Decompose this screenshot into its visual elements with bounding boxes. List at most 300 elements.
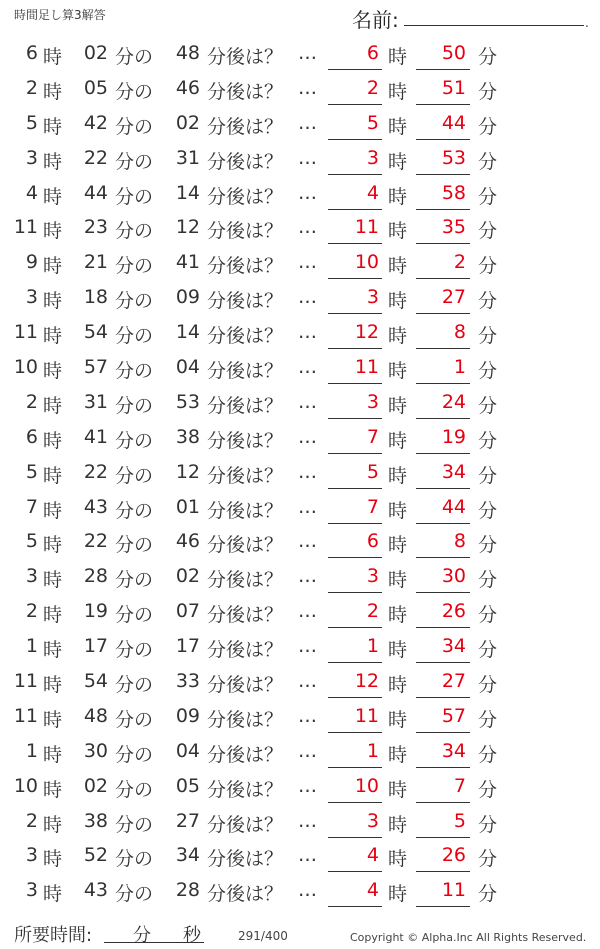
hour-unit: 時 bbox=[388, 220, 408, 243]
minutes-later-unit: 分後は？ bbox=[207, 848, 284, 871]
hour-unit: 時 bbox=[388, 394, 408, 417]
answer-hour: 5 bbox=[366, 460, 379, 483]
hour-unit: 時 bbox=[43, 185, 63, 208]
minutes-later-unit: 分後は？ bbox=[207, 604, 284, 627]
minutes-later-unit: 分後は？ bbox=[207, 185, 284, 208]
answer-hour: 11 bbox=[354, 356, 379, 379]
answer-minute-line bbox=[416, 592, 470, 593]
answer-minute: 19 bbox=[441, 425, 466, 448]
answer-minute: 34 bbox=[441, 739, 466, 762]
start-hour: 9 bbox=[25, 251, 38, 274]
answer-hour: 4 bbox=[366, 844, 379, 867]
problem-row bbox=[0, 247, 600, 282]
start-hour: 6 bbox=[25, 425, 38, 448]
answer-minute: 51 bbox=[441, 76, 466, 99]
answer-hour-line bbox=[328, 278, 382, 279]
problem-row bbox=[0, 596, 600, 631]
problem-row bbox=[0, 178, 600, 213]
added-minutes: 01 bbox=[175, 495, 200, 518]
ellipsis: … bbox=[298, 565, 317, 588]
seconds-label: 秒 bbox=[183, 925, 201, 946]
minutes-later-unit: 分後は？ bbox=[207, 743, 284, 766]
minutes-later-unit: 分後は？ bbox=[207, 429, 284, 452]
start-hour: 5 bbox=[25, 530, 38, 553]
start-minute: 57 bbox=[83, 356, 108, 379]
minute-of-unit: 分の bbox=[115, 360, 154, 383]
problem-row bbox=[0, 73, 600, 108]
minutes-later-unit: 分後は？ bbox=[207, 46, 284, 68]
problem-row bbox=[0, 806, 600, 841]
hour-unit: 時 bbox=[388, 778, 408, 801]
added-minutes: 46 bbox=[175, 76, 200, 99]
answer-hour: 4 bbox=[366, 879, 379, 902]
answer-minute-line bbox=[416, 174, 470, 175]
minutes-later-unit: 分後は？ bbox=[207, 569, 284, 592]
minute-of-unit: 分の bbox=[115, 394, 154, 417]
problem-row bbox=[0, 282, 600, 317]
hour-unit: 時 bbox=[43, 255, 63, 278]
answer-hour-line bbox=[328, 104, 382, 105]
worksheet-title: 時間足し算3解答 bbox=[14, 8, 106, 22]
minutes-later-unit: 分後は？ bbox=[207, 115, 284, 138]
minute-unit: 分 bbox=[478, 499, 498, 522]
answer-minute: 8 bbox=[453, 530, 466, 553]
ellipsis: … bbox=[298, 600, 317, 623]
name-field-dot: . bbox=[585, 16, 589, 30]
minute-of-unit: 分の bbox=[115, 185, 154, 208]
answer-hour-line bbox=[328, 906, 382, 907]
minute-unit: 分 bbox=[478, 46, 498, 68]
minute-of-unit: 分の bbox=[115, 80, 154, 103]
minute-of-unit: 分の bbox=[115, 569, 154, 592]
hour-unit: 時 bbox=[388, 499, 408, 522]
answer-hour-line bbox=[328, 209, 382, 210]
answer-hour-line bbox=[328, 523, 382, 524]
minute-unit: 分 bbox=[478, 394, 498, 417]
start-hour: 2 bbox=[25, 76, 38, 99]
problem-row bbox=[0, 317, 600, 352]
answer-minute-line bbox=[416, 313, 470, 314]
minutes-later-unit: 分後は？ bbox=[207, 499, 284, 522]
minute-of-unit: 分の bbox=[115, 674, 154, 697]
minute-of-unit: 分の bbox=[115, 115, 154, 138]
problem-row bbox=[0, 422, 600, 457]
minute-unit: 分 bbox=[478, 360, 498, 383]
minute-unit: 分 bbox=[478, 115, 498, 138]
hour-unit: 時 bbox=[388, 639, 408, 662]
answer-hour: 10 bbox=[354, 251, 379, 274]
start-minute: 17 bbox=[83, 635, 108, 658]
answer-hour: 3 bbox=[366, 565, 379, 588]
start-minute: 52 bbox=[83, 844, 108, 867]
minute-of-unit: 分の bbox=[115, 290, 154, 313]
start-minute: 41 bbox=[83, 425, 108, 448]
minute-unit: 分 bbox=[478, 534, 498, 557]
added-minutes: 41 bbox=[175, 251, 200, 274]
answer-hour-line bbox=[328, 453, 382, 454]
minute-unit: 分 bbox=[478, 569, 498, 592]
answer-hour-line bbox=[328, 592, 382, 593]
minute-unit: 分 bbox=[478, 604, 498, 627]
answer-minute: 8 bbox=[453, 321, 466, 344]
problem-row bbox=[0, 736, 600, 771]
answer-hour: 2 bbox=[366, 600, 379, 623]
start-hour: 3 bbox=[25, 565, 38, 588]
minutes-label: 分 bbox=[133, 925, 151, 946]
answer-minute: 2 bbox=[453, 251, 466, 274]
answer-hour-line bbox=[328, 418, 382, 419]
answer-minute-line bbox=[416, 453, 470, 454]
answer-minute: 50 bbox=[441, 42, 466, 64]
start-minute: 43 bbox=[83, 879, 108, 902]
start-minute: 54 bbox=[83, 670, 108, 693]
problem-row bbox=[0, 631, 600, 666]
start-hour: 2 bbox=[25, 809, 38, 832]
copyright: Copyright © Alpha.Inc All Rights Reserved. bbox=[350, 931, 587, 944]
answer-hour-line bbox=[328, 348, 382, 349]
hour-unit: 時 bbox=[43, 883, 63, 906]
ellipsis: … bbox=[298, 42, 317, 64]
name-field-line[interactable] bbox=[404, 25, 584, 26]
ellipsis: … bbox=[298, 251, 317, 274]
start-hour: 1 bbox=[25, 739, 38, 762]
answer-minute: 44 bbox=[441, 495, 466, 518]
ellipsis: … bbox=[298, 146, 317, 169]
start-hour: 3 bbox=[25, 844, 38, 867]
answer-minute: 34 bbox=[441, 635, 466, 658]
hour-unit: 時 bbox=[388, 80, 408, 103]
added-minutes: 34 bbox=[175, 844, 200, 867]
hour-unit: 時 bbox=[388, 46, 408, 68]
minutes-later-unit: 分後は？ bbox=[207, 883, 284, 906]
answer-minute-line bbox=[416, 523, 470, 524]
answer-hour: 1 bbox=[366, 739, 379, 762]
ellipsis: … bbox=[298, 844, 317, 867]
added-minutes: 33 bbox=[175, 670, 200, 693]
ellipsis: … bbox=[298, 809, 317, 832]
answer-hour: 3 bbox=[366, 286, 379, 309]
minute-of-unit: 分の bbox=[115, 708, 154, 731]
minute-of-unit: 分の bbox=[115, 813, 154, 836]
answer-minute: 26 bbox=[441, 600, 466, 623]
answer-minute: 27 bbox=[441, 670, 466, 693]
added-minutes: 14 bbox=[175, 181, 200, 204]
answer-hour: 7 bbox=[366, 425, 379, 448]
answer-minute-line bbox=[416, 69, 470, 70]
minute-unit: 分 bbox=[478, 325, 498, 348]
problem-row bbox=[0, 212, 600, 247]
hour-unit: 時 bbox=[43, 674, 63, 697]
start-minute: 31 bbox=[83, 390, 108, 413]
minute-of-unit: 分の bbox=[115, 743, 154, 766]
added-minutes: 07 bbox=[175, 600, 200, 623]
start-minute: 02 bbox=[83, 42, 108, 64]
answer-minute: 1 bbox=[453, 356, 466, 379]
start-hour: 2 bbox=[25, 390, 38, 413]
answer-minute: 26 bbox=[441, 844, 466, 867]
minutes-later-unit: 分後は？ bbox=[207, 290, 284, 313]
answer-hour-line bbox=[328, 871, 382, 872]
ellipsis: … bbox=[298, 495, 317, 518]
added-minutes: 28 bbox=[175, 879, 200, 902]
ellipsis: … bbox=[298, 670, 317, 693]
start-minute: 22 bbox=[83, 460, 108, 483]
minute-unit: 分 bbox=[478, 255, 498, 278]
answer-minute-line bbox=[416, 383, 470, 384]
start-minute: 30 bbox=[83, 739, 108, 762]
answer-minute: 53 bbox=[441, 146, 466, 169]
minute-of-unit: 分の bbox=[115, 883, 154, 906]
answer-minute-line bbox=[416, 243, 470, 244]
answer-hour-line bbox=[328, 732, 382, 733]
ellipsis: … bbox=[298, 635, 317, 658]
added-minutes: 12 bbox=[175, 216, 200, 239]
hour-unit: 時 bbox=[43, 80, 63, 103]
hour-unit: 時 bbox=[388, 743, 408, 766]
hour-unit: 時 bbox=[43, 150, 63, 173]
start-minute: 19 bbox=[83, 600, 108, 623]
answer-hour-line bbox=[328, 697, 382, 698]
minute-unit: 分 bbox=[478, 848, 498, 871]
minute-unit: 分 bbox=[478, 778, 498, 801]
problem-row bbox=[0, 108, 600, 143]
answer-hour-line bbox=[328, 662, 382, 663]
minute-of-unit: 分の bbox=[115, 499, 154, 522]
ellipsis: … bbox=[298, 425, 317, 448]
minutes-later-unit: 分後は？ bbox=[207, 325, 284, 348]
minutes-later-unit: 分後は？ bbox=[207, 778, 284, 801]
answer-hour: 11 bbox=[354, 216, 379, 239]
added-minutes: 48 bbox=[175, 42, 200, 64]
hour-unit: 時 bbox=[388, 325, 408, 348]
minute-of-unit: 分の bbox=[115, 255, 154, 278]
start-minute: 23 bbox=[83, 216, 108, 239]
minutes-later-unit: 分後は？ bbox=[207, 674, 284, 697]
start-hour: 11 bbox=[13, 216, 38, 239]
answer-minute: 5 bbox=[453, 809, 466, 832]
added-minutes: 14 bbox=[175, 321, 200, 344]
hour-unit: 時 bbox=[43, 778, 63, 801]
answer-minute-line bbox=[416, 627, 470, 628]
minute-unit: 分 bbox=[478, 429, 498, 452]
start-hour: 3 bbox=[25, 879, 38, 902]
added-minutes: 17 bbox=[175, 635, 200, 658]
answer-hour: 4 bbox=[366, 181, 379, 204]
minute-unit: 分 bbox=[478, 708, 498, 731]
hour-unit: 時 bbox=[388, 115, 408, 138]
minute-unit: 分 bbox=[478, 150, 498, 173]
start-minute: 28 bbox=[83, 565, 108, 588]
start-minute: 05 bbox=[83, 76, 108, 99]
hour-unit: 時 bbox=[43, 46, 63, 68]
start-minute: 43 bbox=[83, 495, 108, 518]
hour-unit: 時 bbox=[388, 674, 408, 697]
answer-minute-line bbox=[416, 557, 470, 558]
start-hour: 6 bbox=[25, 42, 38, 64]
minute-of-unit: 分の bbox=[115, 639, 154, 662]
ellipsis: … bbox=[298, 216, 317, 239]
minute-of-unit: 分の bbox=[115, 778, 154, 801]
answer-minute-line bbox=[416, 278, 470, 279]
answer-minute: 27 bbox=[441, 286, 466, 309]
added-minutes: 05 bbox=[175, 774, 200, 797]
problem-row bbox=[0, 526, 600, 561]
minutes-later-unit: 分後は？ bbox=[207, 464, 284, 487]
answer-minute: 11 bbox=[441, 879, 466, 902]
answer-minute-line bbox=[416, 837, 470, 838]
answer-hour-line bbox=[328, 69, 382, 70]
answer-hour: 1 bbox=[366, 635, 379, 658]
answer-hour-line bbox=[328, 802, 382, 803]
added-minutes: 12 bbox=[175, 460, 200, 483]
ellipsis: … bbox=[298, 111, 317, 134]
problem-row bbox=[0, 875, 600, 910]
answer-hour: 6 bbox=[366, 42, 379, 64]
answer-hour-line bbox=[328, 767, 382, 768]
minute-of-unit: 分の bbox=[115, 220, 154, 243]
answer-hour-line bbox=[328, 383, 382, 384]
hour-unit: 時 bbox=[43, 220, 63, 243]
start-hour: 5 bbox=[25, 460, 38, 483]
ellipsis: … bbox=[298, 356, 317, 379]
answer-minute-line bbox=[416, 662, 470, 663]
added-minutes: 09 bbox=[175, 704, 200, 727]
answer-hour-line bbox=[328, 837, 382, 838]
start-hour: 4 bbox=[25, 181, 38, 204]
start-minute: 02 bbox=[83, 774, 108, 797]
answer-minute-line bbox=[416, 732, 470, 733]
start-hour: 10 bbox=[13, 774, 38, 797]
start-hour: 5 bbox=[25, 111, 38, 134]
minute-unit: 分 bbox=[478, 743, 498, 766]
start-hour: 1 bbox=[25, 635, 38, 658]
added-minutes: 09 bbox=[175, 286, 200, 309]
ellipsis: … bbox=[298, 76, 317, 99]
problem-row bbox=[0, 38, 600, 73]
answer-minute: 30 bbox=[441, 565, 466, 588]
minute-unit: 分 bbox=[478, 883, 498, 906]
answer-hour-line bbox=[328, 488, 382, 489]
problem-row bbox=[0, 771, 600, 806]
added-minutes: 02 bbox=[175, 111, 200, 134]
minute-of-unit: 分の bbox=[115, 848, 154, 871]
answer-minute-line bbox=[416, 767, 470, 768]
answer-minute: 58 bbox=[441, 181, 466, 204]
hour-unit: 時 bbox=[388, 290, 408, 313]
answer-minute-line bbox=[416, 802, 470, 803]
hour-unit: 時 bbox=[43, 569, 63, 592]
hour-unit: 時 bbox=[43, 290, 63, 313]
hour-unit: 時 bbox=[43, 848, 63, 871]
hour-unit: 時 bbox=[43, 464, 63, 487]
minute-unit: 分 bbox=[478, 674, 498, 697]
time-required-label: 所要時間: bbox=[14, 925, 93, 946]
hour-unit: 時 bbox=[43, 743, 63, 766]
answer-minute: 44 bbox=[441, 111, 466, 134]
start-hour: 11 bbox=[13, 670, 38, 693]
answer-hour: 2 bbox=[366, 76, 379, 99]
answer-hour-line bbox=[328, 557, 382, 558]
problem-row bbox=[0, 143, 600, 178]
answer-minute: 35 bbox=[441, 216, 466, 239]
start-minute: 22 bbox=[83, 530, 108, 553]
answer-minute-line bbox=[416, 418, 470, 419]
minute-of-unit: 分の bbox=[115, 46, 154, 68]
answer-hour: 3 bbox=[366, 146, 379, 169]
minute-of-unit: 分の bbox=[115, 464, 154, 487]
answer-minute-line bbox=[416, 488, 470, 489]
problem-row bbox=[0, 840, 600, 875]
minute-unit: 分 bbox=[478, 290, 498, 313]
ellipsis: … bbox=[298, 390, 317, 413]
start-hour: 3 bbox=[25, 286, 38, 309]
minute-of-unit: 分の bbox=[115, 534, 154, 557]
answer-minute: 34 bbox=[441, 460, 466, 483]
added-minutes: 53 bbox=[175, 390, 200, 413]
hour-unit: 時 bbox=[388, 813, 408, 836]
problem-row bbox=[0, 561, 600, 596]
hour-unit: 時 bbox=[388, 360, 408, 383]
added-minutes: 31 bbox=[175, 146, 200, 169]
answer-minute-line bbox=[416, 348, 470, 349]
minutes-later-unit: 分後は？ bbox=[207, 150, 284, 173]
hour-unit: 時 bbox=[388, 569, 408, 592]
answer-minute-line bbox=[416, 209, 470, 210]
answer-hour: 12 bbox=[354, 321, 379, 344]
problem-row bbox=[0, 701, 600, 736]
start-hour: 11 bbox=[13, 704, 38, 727]
hour-unit: 時 bbox=[43, 394, 63, 417]
hour-unit: 時 bbox=[388, 534, 408, 557]
hour-unit: 時 bbox=[43, 534, 63, 557]
problem-row bbox=[0, 457, 600, 492]
minute-of-unit: 分の bbox=[115, 325, 154, 348]
problem-row bbox=[0, 352, 600, 387]
answer-hour: 11 bbox=[354, 704, 379, 727]
answer-hour-line bbox=[328, 627, 382, 628]
minute-unit: 分 bbox=[478, 185, 498, 208]
minute-of-unit: 分の bbox=[115, 150, 154, 173]
hour-unit: 時 bbox=[388, 429, 408, 452]
added-minutes: 02 bbox=[175, 565, 200, 588]
minutes-later-unit: 分後は？ bbox=[207, 708, 284, 731]
hour-unit: 時 bbox=[43, 639, 63, 662]
problem-row bbox=[0, 666, 600, 701]
problem-list bbox=[0, 38, 600, 910]
answer-hour: 12 bbox=[354, 670, 379, 693]
answer-minute: 57 bbox=[441, 704, 466, 727]
answer-minute-line bbox=[416, 697, 470, 698]
ellipsis: … bbox=[298, 704, 317, 727]
hour-unit: 時 bbox=[388, 464, 408, 487]
hour-unit: 時 bbox=[388, 150, 408, 173]
page-number: 291/400 bbox=[238, 929, 288, 943]
ellipsis: … bbox=[298, 739, 317, 762]
minute-unit: 分 bbox=[478, 639, 498, 662]
start-minute: 54 bbox=[83, 321, 108, 344]
hour-unit: 時 bbox=[43, 360, 63, 383]
minutes-later-unit: 分後は？ bbox=[207, 255, 284, 278]
start-hour: 7 bbox=[25, 495, 38, 518]
start-hour: 11 bbox=[13, 321, 38, 344]
added-minutes: 46 bbox=[175, 530, 200, 553]
answer-minute-line bbox=[416, 871, 470, 872]
ellipsis: … bbox=[298, 286, 317, 309]
start-minute: 48 bbox=[83, 704, 108, 727]
hour-unit: 時 bbox=[43, 429, 63, 452]
added-minutes: 27 bbox=[175, 809, 200, 832]
answer-hour-line bbox=[328, 174, 382, 175]
